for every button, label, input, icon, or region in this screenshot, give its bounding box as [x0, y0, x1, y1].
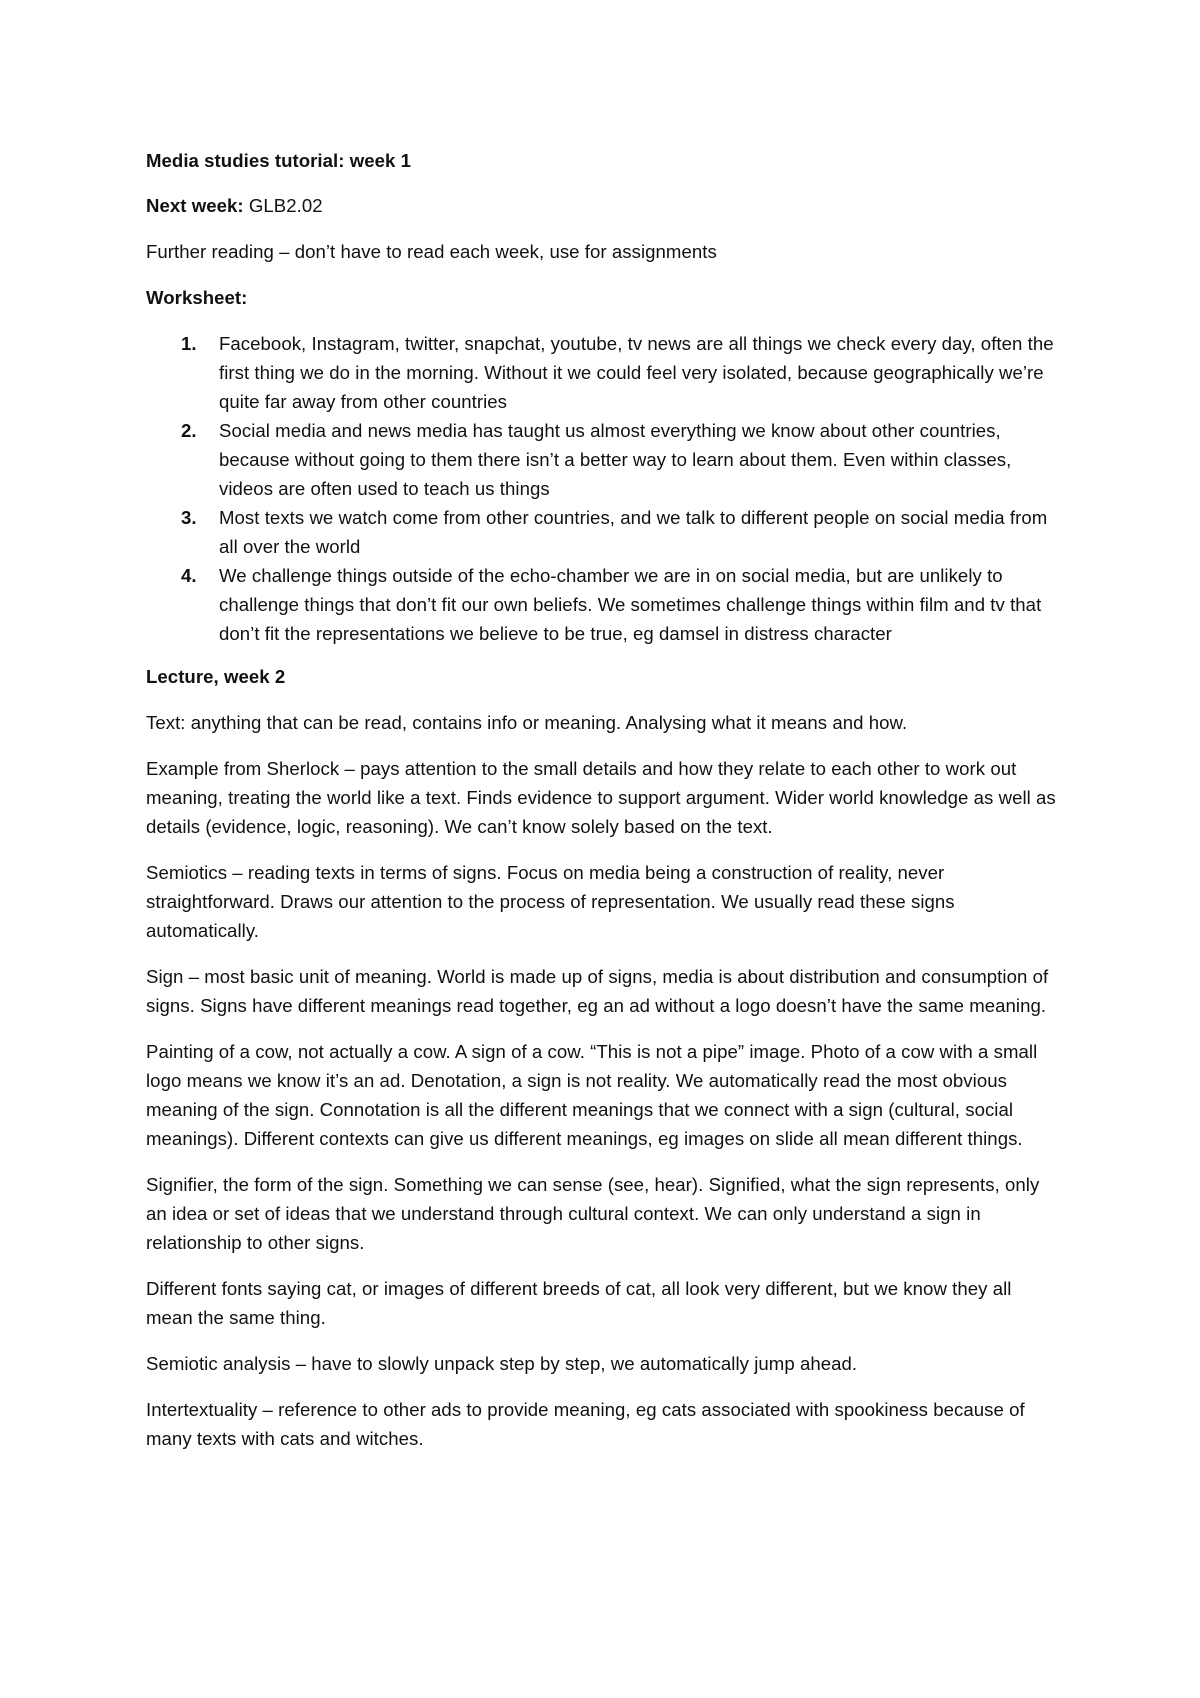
- worksheet-item-text: Social media and news media has taught us almost everything we know about other countries, because without going to them there isn’t a better way to learn about them. Even within classes, videos are often used to teach us things: [219, 420, 1012, 499]
- lecture-paragraph: Example from Sherlock – pays attention to the small details and how they relate to each other to work out meaning, treating the world like a text. Finds evidence to support argument. Wider world knowledge as well as details (evidence, logic, reasoning). We can’t know solely based on the text.: [146, 758, 1056, 837]
- worksheet-item: [146, 329, 1056, 416]
- lecture-paragraph: Different fonts saying cat, or images of different breeds of cat, all look very different, but we know they all mean the same thing.: [146, 1278, 1012, 1328]
- worksheet-item-text: We challenge things outside of the echo-chamber we are in on social media, but are unlikely to challenge things that don’t fit our own beliefs. We sometimes challenge things within film and tv that don’t fit the representations we believe to be true, eg damsel in distress character: [219, 565, 1042, 644]
- worksheet-item: [146, 416, 1056, 503]
- worksheet-item-number: 2.: [181, 420, 197, 441]
- worksheet-item-text: Facebook, Instagram, twitter, snapchat, youtube, tv news are all things we check every day, often the first thing we do in the morning. Without it we could feel very isolated, because geographically we’re quite far away from other countries: [219, 333, 1054, 412]
- next-week-label: Next week:: [146, 195, 244, 216]
- worksheet-item-number: 4.: [181, 565, 197, 586]
- worksheet-item: [146, 503, 1056, 561]
- next-week-line: [146, 191, 1056, 220]
- next-week-value: GLB2.02: [243, 195, 323, 216]
- worksheet-item: [146, 561, 1056, 648]
- worksheet-item-number: 3.: [181, 507, 197, 528]
- lecture-paragraph: Semiotics – reading texts in terms of signs. Focus on media being a construction of reality, never straightforward. Draws our attention to the process of representation. We usually read these signs automatically.: [146, 862, 955, 941]
- lecture-paragraph: Intertextuality – reference to other ads to provide meaning, eg cats associated with spookiness because of many texts with cats and witches.: [146, 1399, 1025, 1449]
- lecture-heading: Lecture, week 2: [146, 666, 286, 687]
- lecture-paragraph: Painting of a cow, not actually a cow. A sign of a cow. “This is not a pipe” image. Photo of a cow with a small logo means we know it’s an ad. Denotation, a sign is not reality. We automatically read the most obvious meaning of the sign. Connotation is all the different meanings that we connect with a sign (cultural, social meanings). Different contexts can give us different meanings, eg images on slide all mean different things.: [146, 1041, 1038, 1149]
- further-reading-note: Further reading – don’t have to read each week, use for assignments: [146, 241, 717, 262]
- lecture-paragraph: Signifier, the form of the sign. Something we can sense (see, hear). Signified, what the sign represents, only an idea or set of ideas that we understand through cultural context. We can only understand a sign in relationship to other signs.: [146, 1174, 1040, 1253]
- worksheet-heading: Worksheet:: [146, 287, 248, 308]
- worksheet-list: [146, 329, 1056, 648]
- lecture-paragraph: Text: anything that can be read, contains info or meaning. Analysing what it means and how.: [146, 712, 908, 733]
- worksheet-item-number: 1.: [181, 333, 197, 354]
- document-page: [146, 146, 1056, 1470]
- lecture-paragraph: Semiotic analysis – have to slowly unpack step by step, we automatically jump ahead.: [146, 1353, 858, 1374]
- worksheet-item-text: Most texts we watch come from other countries, and we talk to different people on social media from all over the world: [219, 507, 1048, 557]
- document-title: Media studies tutorial: week 1: [146, 150, 411, 171]
- lecture-paragraph: Sign – most basic unit of meaning. World is made up of signs, media is about distribution and consumption of signs. Signs have different meanings read together, eg an ad without a logo doesn’t have the same meaning.: [146, 966, 1049, 1016]
